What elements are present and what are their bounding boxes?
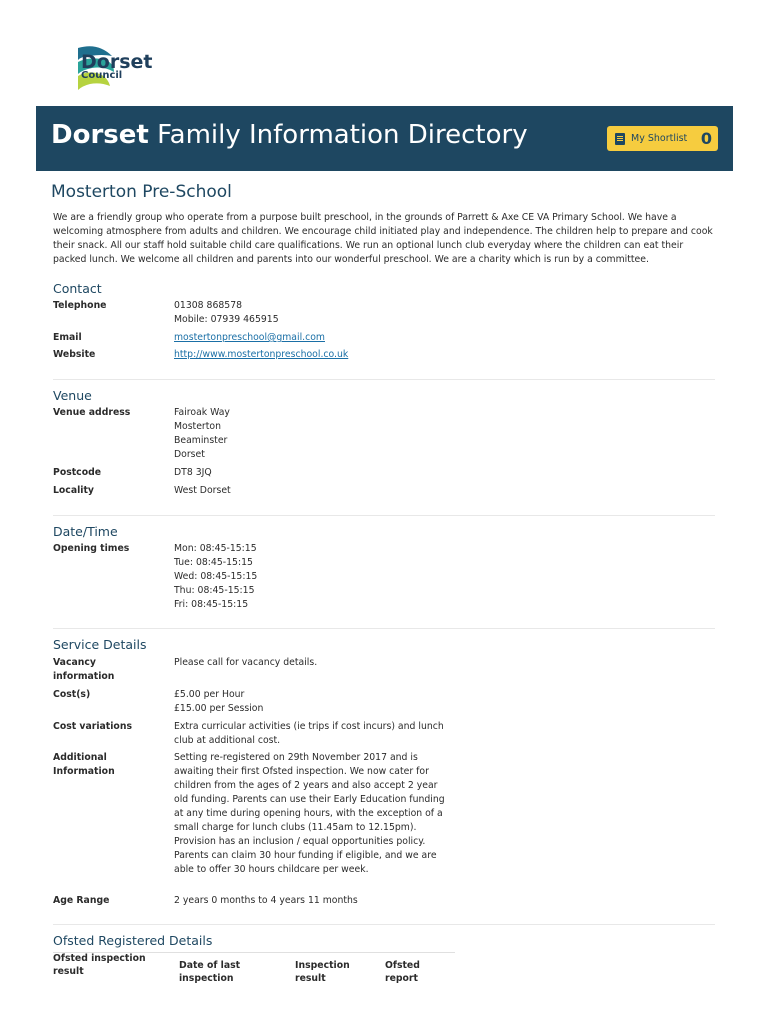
header-line: report	[385, 973, 418, 984]
service-description: We are a friendly group who operate from a purpose built preschool, in the grounds of Parrett & Axe CE VA Primary School. We have a welcoming atmosphere from adults and children. We encourage child initiated play and independence. The children help to prepare and cook their snack. All our staff hold suitable child care qualifications. We run an optional lunch club everyday where the children can eat their packed lunch. We welcome all children and parents into our wonderful preschool. We are a charity which is run by a committee.	[53, 212, 713, 265]
col-header-date	[179, 959, 240, 985]
header-line: Ofsted inspection	[53, 953, 146, 964]
section-divider	[53, 924, 715, 925]
text-line: Provision has an inclusion / equal opportunities policy.	[174, 836, 426, 847]
email-link[interactable]: mostertonpreschool@gmail.com	[174, 332, 325, 343]
text-line: small charge for lunch clubs (11.45am to 12.15pm).	[174, 822, 417, 833]
postcode-label: Postcode	[53, 467, 102, 478]
website-link[interactable]: http://www.mostertonpreschool.co.uk	[174, 349, 349, 360]
telephone-number: 01308 868578	[174, 300, 243, 311]
vacancy-label	[53, 656, 163, 684]
text-line: at any time during opening hours, with the exception of a	[174, 808, 443, 819]
opening-time-row: Mon: 08:45-15:15	[174, 543, 257, 554]
opening-times	[174, 542, 459, 612]
text-line: Parents can claim 30 hour funding if eligible, and we are	[174, 850, 437, 861]
email-label: Email	[53, 332, 82, 343]
additional-info-label	[53, 751, 163, 779]
vacancy-label-line: information	[53, 671, 115, 682]
header-line: Inspection	[295, 960, 350, 971]
datetime-heading: Date/Time	[53, 524, 118, 539]
address-line: Beaminster	[174, 435, 228, 446]
vacancy-value: Please call for vacancy details.	[174, 657, 318, 668]
text-line: club at additional cost.	[174, 735, 281, 746]
site-banner	[36, 106, 733, 171]
header-line: result	[295, 973, 326, 984]
opening-time-row: Thu: 08:45-15:15	[174, 585, 255, 596]
opening-time-row: Tue: 08:45-15:15	[174, 557, 253, 568]
col-header-report	[385, 959, 420, 985]
additional-label-line: Information	[53, 766, 115, 777]
cost-row: £5.00 per Hour	[174, 689, 245, 700]
postcode-value: DT8 3JQ	[174, 467, 212, 478]
address-line: Fairoak Way	[174, 407, 230, 418]
text-line: able to offer 30 hours childcare per week.	[174, 864, 369, 875]
logo-wordmark: Dorset	[81, 51, 153, 73]
costs-label: Cost(s)	[53, 689, 91, 700]
address-line: Mosterton	[174, 421, 221, 432]
vacancy-label-line: Vacancy	[53, 657, 96, 668]
cost-variations-label: Cost variations	[53, 721, 132, 732]
site-title-bold: Dorset	[51, 120, 149, 150]
opening-time-row: Wed: 08:45-15:15	[174, 571, 258, 582]
contact-heading: Contact	[53, 281, 102, 296]
col-header-result	[295, 959, 350, 985]
locality-value: West Dorset	[174, 485, 231, 496]
text-line: children from the ages of 2 years and also accept 2 year	[174, 780, 438, 791]
venue-address-label: Venue address	[53, 407, 131, 418]
ofsted-heading: Ofsted Registered Details	[53, 933, 213, 948]
additional-label-line: Additional	[53, 752, 107, 763]
text-line: old funding. Parents can use their Early Education funding	[174, 794, 445, 805]
locality-label: Locality	[53, 485, 94, 496]
telephone-label: Telephone	[53, 300, 107, 311]
header-line: result	[53, 966, 84, 977]
cost-row: £15.00 per Session	[174, 703, 264, 714]
page-title: Mosterton Pre-School	[51, 182, 232, 202]
opening-time-row: Fri: 08:45-15:15	[174, 599, 249, 610]
text-line: Extra curricular activities (ie trips if cost incurs) and lunch	[174, 721, 444, 732]
shortlist-count: 0	[700, 129, 712, 148]
shortlist-button[interactable]	[607, 126, 718, 151]
age-range-label: Age Range	[53, 895, 110, 906]
age-range-value: 2 years 0 months to 4 years 11 months	[174, 895, 358, 906]
header-line: Ofsted	[385, 960, 420, 971]
text-line: awaiting their first Ofsted inspection. We now cater for	[174, 766, 429, 777]
section-divider	[53, 515, 715, 516]
venue-address	[174, 406, 459, 462]
venue-heading: Venue	[53, 388, 92, 403]
ofsted-result-label	[53, 952, 146, 978]
text-line: Setting re-registered on 29th November 2017 and is	[174, 752, 418, 763]
shortlist-icon	[615, 133, 625, 145]
costs-value	[174, 688, 459, 716]
address-line: Dorset	[174, 449, 205, 460]
section-divider	[53, 379, 715, 380]
service-details-heading: Service Details	[53, 637, 147, 652]
cost-variations-value	[174, 720, 459, 748]
header-line: Date of last	[179, 960, 241, 971]
logo-subtitle: Council	[81, 70, 123, 81]
mobile-number: Mobile: 07939 465915	[174, 314, 279, 325]
shortlist-label: My Shortlist	[631, 133, 688, 144]
section-divider	[53, 628, 715, 629]
opening-times-label: Opening times	[53, 543, 130, 554]
website-label: Website	[53, 349, 96, 360]
site-title	[51, 120, 528, 150]
header-line: inspection	[179, 973, 234, 984]
telephone-value	[174, 299, 459, 327]
additional-info-value	[174, 751, 459, 877]
site-title-rest: Family Information Directory	[157, 120, 528, 150]
